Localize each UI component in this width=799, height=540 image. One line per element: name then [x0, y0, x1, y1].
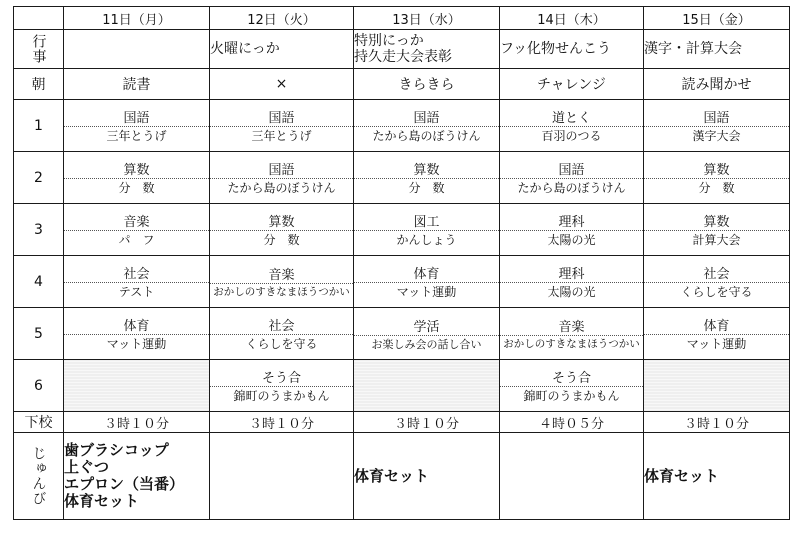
cell-p5-wed	[354, 308, 500, 360]
cell-p4-fri	[644, 256, 790, 308]
cell-p2-wed	[354, 152, 500, 204]
subject: 道とく	[500, 107, 643, 127]
subject: 音楽	[210, 264, 353, 284]
morning-wed: きらきら	[354, 69, 500, 100]
dismissal-wed: ３時１０分	[354, 412, 500, 433]
prep-item: 歯ブラシコップ	[64, 441, 169, 459]
subject: 国語	[644, 107, 789, 127]
cell-p4-tue	[210, 256, 354, 308]
corner-cell	[14, 7, 64, 30]
day-header-fri: 15日（金）	[644, 7, 790, 30]
event-tue: 火曜にっか	[210, 30, 354, 69]
topic: パ フ	[118, 233, 155, 247]
prep-fri	[644, 433, 790, 520]
preparation-row	[14, 433, 790, 520]
topic: 太陽の光	[547, 233, 596, 247]
cell-p1-tue	[210, 100, 354, 152]
cell-p3-fri	[644, 204, 790, 256]
cell-p6-fri-blank	[644, 360, 790, 412]
subject: 体育	[644, 315, 789, 335]
topic: 錦町のうまかもん	[523, 389, 620, 403]
prep-item: 体育セット	[354, 466, 430, 485]
period-row-5	[14, 308, 790, 360]
subject: 社会	[64, 263, 209, 283]
day-header-mon: 11日（月）	[64, 7, 210, 30]
topic: 計算大会	[692, 233, 741, 247]
events-row	[14, 30, 790, 69]
topic: くらしを守る	[245, 337, 318, 351]
cell-p1-fri	[644, 100, 790, 152]
subject: 図工	[354, 211, 499, 231]
subject: 社会	[644, 263, 789, 283]
subject: 音楽	[64, 211, 209, 231]
subject: 社会	[210, 315, 353, 335]
event-fri: 漢字・計算大会	[644, 30, 790, 69]
subject: 算数	[644, 211, 789, 231]
cell-p2-fri	[644, 152, 790, 204]
subject: そう合	[210, 367, 353, 387]
topic: 百羽のつる	[541, 129, 602, 143]
prep-mon	[64, 433, 210, 520]
cell-p5-fri	[644, 308, 790, 360]
event-wed	[354, 30, 500, 69]
cell-p4-mon	[64, 256, 210, 308]
topic: テスト	[118, 285, 155, 299]
cell-p4-wed	[354, 256, 500, 308]
topic: 錦町のうまかもん	[233, 389, 330, 403]
period-label-3: 3	[14, 204, 64, 256]
prep-wed	[354, 433, 500, 520]
period-label-6: 6	[14, 360, 64, 412]
event-mon	[64, 30, 210, 69]
topic: 分 数	[118, 181, 155, 195]
weekly-schedule-table	[13, 6, 790, 520]
topic: マット運動	[106, 337, 167, 351]
morning-tue: ×	[210, 69, 354, 100]
topic: くらしを守る	[680, 285, 753, 299]
prep-item: 上ぐつ	[64, 458, 110, 476]
cell-p6-tue	[210, 360, 354, 412]
cell-p3-mon	[64, 204, 210, 256]
cell-p1-thu	[500, 100, 644, 152]
dismissal-thu: ４時０５分	[500, 412, 644, 433]
subject: 算数	[64, 159, 209, 179]
period-row-2	[14, 152, 790, 204]
subject: 理科	[500, 263, 643, 283]
row-label-morning: 朝	[14, 69, 64, 100]
cell-p5-mon	[64, 308, 210, 360]
subject: 音楽	[500, 316, 643, 336]
subject: 学活	[354, 316, 499, 336]
subject: 算数	[354, 159, 499, 179]
topic: 分 数	[698, 181, 735, 195]
prep-item: 体育セット	[644, 466, 720, 485]
period-row-6	[14, 360, 790, 412]
topic: たから島のぼうけん	[227, 181, 336, 195]
dismissal-tue: ３時１０分	[210, 412, 354, 433]
prep-tue	[210, 433, 354, 520]
day-header-tue: 12日（火）	[210, 7, 354, 30]
cell-p5-tue	[210, 308, 354, 360]
topic: 分 数	[263, 233, 300, 247]
period-label-2: 2	[14, 152, 64, 204]
cell-p1-mon	[64, 100, 210, 152]
day-header-thu: 14日（木）	[500, 7, 644, 30]
cell-p6-thu	[500, 360, 644, 412]
topic: 三年とうげ	[251, 129, 312, 143]
dismissal-fri: ３時１０分	[644, 412, 790, 433]
topic: かんしょう	[396, 233, 457, 247]
subject: 国語	[500, 159, 643, 179]
topic: おかしのすきなまほうつかい	[213, 286, 350, 298]
topic: たから島のぼうけん	[517, 181, 626, 195]
cell-p3-tue	[210, 204, 354, 256]
topic: 漢字大会	[692, 129, 741, 143]
cell-p3-thu	[500, 204, 644, 256]
topic: マット運動	[686, 337, 747, 351]
dismissal-mon: ３時１０分	[64, 412, 210, 433]
prep-item: 体育セット	[64, 492, 140, 510]
row-label-preparation: じゅんび	[14, 433, 64, 520]
cell-p2-mon	[64, 152, 210, 204]
subject: 国語	[210, 107, 353, 127]
topic: たから島のぼうけん	[372, 129, 481, 143]
event-wed-line2: 持久走大会表彰	[354, 49, 452, 65]
topic: マット運動	[396, 285, 457, 299]
dismissal-row	[14, 412, 790, 433]
subject: 算数	[644, 159, 789, 179]
morning-fri: 読み聞かせ	[644, 69, 790, 100]
topic: 分 数	[408, 181, 445, 195]
header-row	[14, 7, 790, 30]
topic: おかしのすきなまほうつかい	[503, 338, 640, 350]
cell-p6-wed-blank	[354, 360, 500, 412]
cell-p6-mon-blank	[64, 360, 210, 412]
period-row-3	[14, 204, 790, 256]
cell-p3-wed	[354, 204, 500, 256]
morning-row	[14, 69, 790, 100]
subject: 国語	[64, 107, 209, 127]
subject: 体育	[64, 315, 209, 335]
topic: 太陽の光	[547, 285, 596, 299]
subject: 国語	[210, 159, 353, 179]
cell-p2-tue	[210, 152, 354, 204]
event-wed-line1: 特別にっか	[354, 33, 424, 49]
period-row-1	[14, 100, 790, 152]
subject: そう合	[500, 367, 643, 387]
subject: 体育	[354, 263, 499, 283]
topic: 三年とうげ	[106, 129, 167, 143]
morning-thu: チャレンジ	[500, 69, 644, 100]
morning-mon: 読書	[64, 69, 210, 100]
event-thu: フッ化物せんこう	[500, 30, 644, 69]
cell-p4-thu	[500, 256, 644, 308]
subject: 算数	[210, 211, 353, 231]
period-label-4: 4	[14, 256, 64, 308]
cell-p5-thu	[500, 308, 644, 360]
topic: お楽しみ会の話し合い	[371, 337, 482, 351]
row-label-events: 行事	[14, 30, 64, 69]
cell-p1-wed	[354, 100, 500, 152]
cell-p2-thu	[500, 152, 644, 204]
subject: 理科	[500, 211, 643, 231]
row-label-dismissal: 下校	[14, 412, 64, 433]
prep-thu	[500, 433, 644, 520]
period-label-1: 1	[14, 100, 64, 152]
prep-item: エプロン（当番）	[64, 475, 185, 493]
subject: 国語	[354, 107, 499, 127]
day-header-wed: 13日（水）	[354, 7, 500, 30]
period-label-5: 5	[14, 308, 64, 360]
period-row-4	[14, 256, 790, 308]
